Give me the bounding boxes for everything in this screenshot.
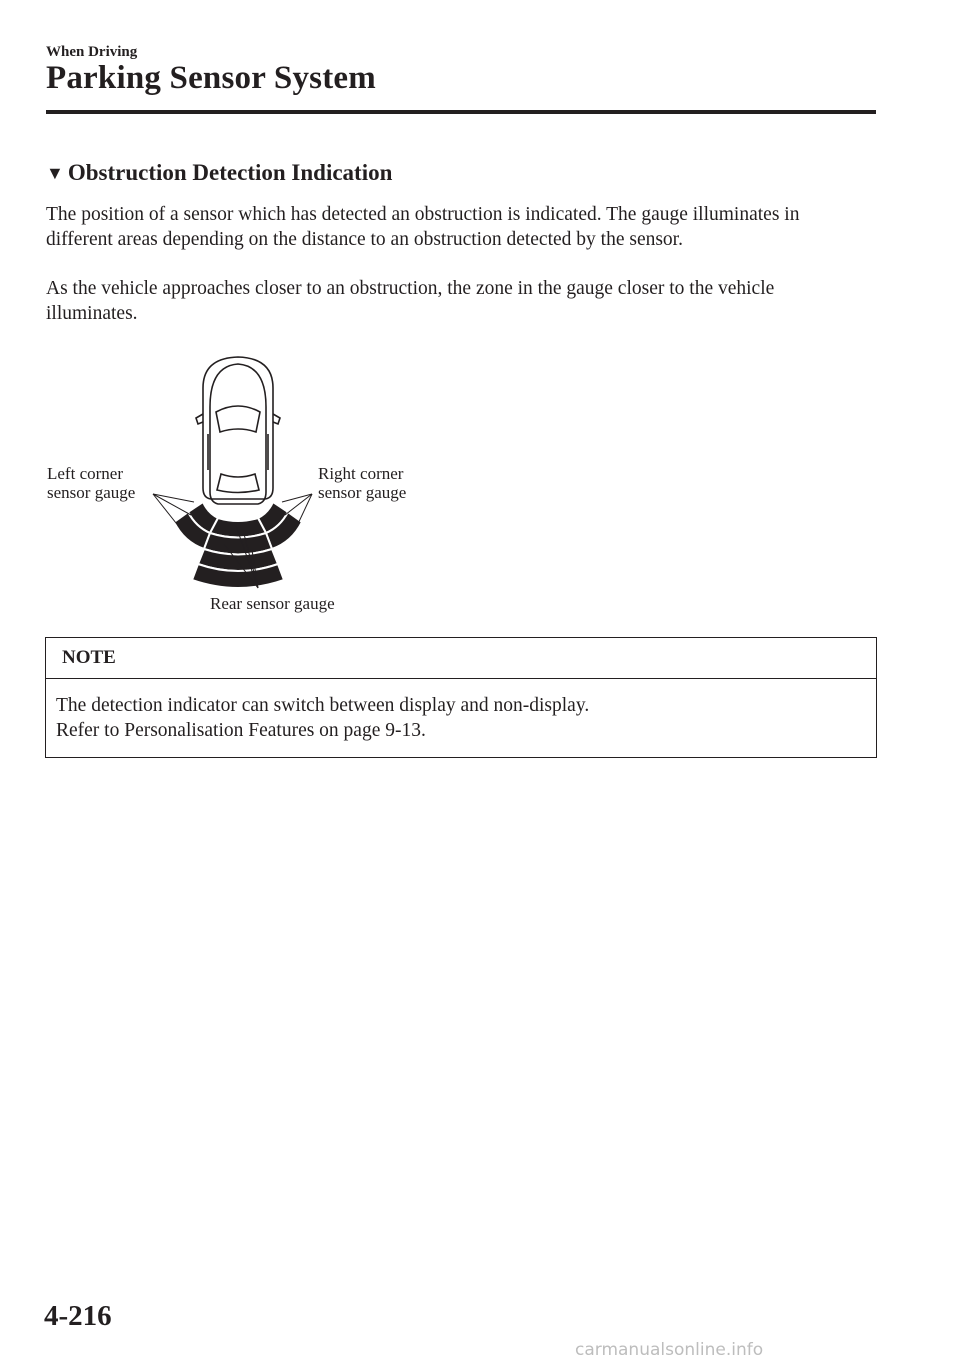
note-body — [56, 694, 866, 743]
right-label-line-2: sensor gauge — [318, 483, 407, 502]
note-line-2: Refer to Personalisation Features on page 9-13. — [56, 719, 426, 741]
left-label-line-1: Left corner — [47, 464, 123, 483]
title-rule — [46, 110, 876, 114]
sub-heading — [46, 160, 392, 186]
watermark: carmanualsonline.info — [575, 1340, 764, 1360]
note-title: NOTE — [62, 647, 116, 668]
note-box — [45, 637, 877, 758]
note-line-1: The detection indicator can switch between display and non-display. — [56, 695, 590, 716]
sub-heading-text: Obstruction Detection Indication — [67, 160, 393, 185]
right-label-line-1: Right corner — [318, 464, 404, 483]
page-number: 4-216 — [44, 1300, 112, 1332]
car-illustration — [196, 357, 280, 504]
section-label: When Driving — [46, 44, 138, 60]
note-divider — [46, 678, 876, 679]
paragraph-1: The position of a sensor which has detected an obstruction is indicated. The gauge illuminates in different areas depending on the distance to an obstruction detected by the sensor. — [46, 204, 800, 250]
paragraph-2: As the vehicle approaches closer to an obstruction, the zone in the gauge closer to the vehicle illuminates. — [46, 278, 775, 324]
left-label-line-2: sensor gauge — [47, 483, 136, 502]
triangle-down-icon: ▼ — [46, 162, 64, 183]
left-corner-sensor-label — [47, 464, 135, 502]
sensor-gauges — [174, 502, 302, 588]
rear-sensor-label: Rear sensor gauge — [210, 594, 335, 613]
right-corner-sensor-label — [318, 464, 406, 502]
page-title: Parking Sensor System — [46, 60, 376, 96]
